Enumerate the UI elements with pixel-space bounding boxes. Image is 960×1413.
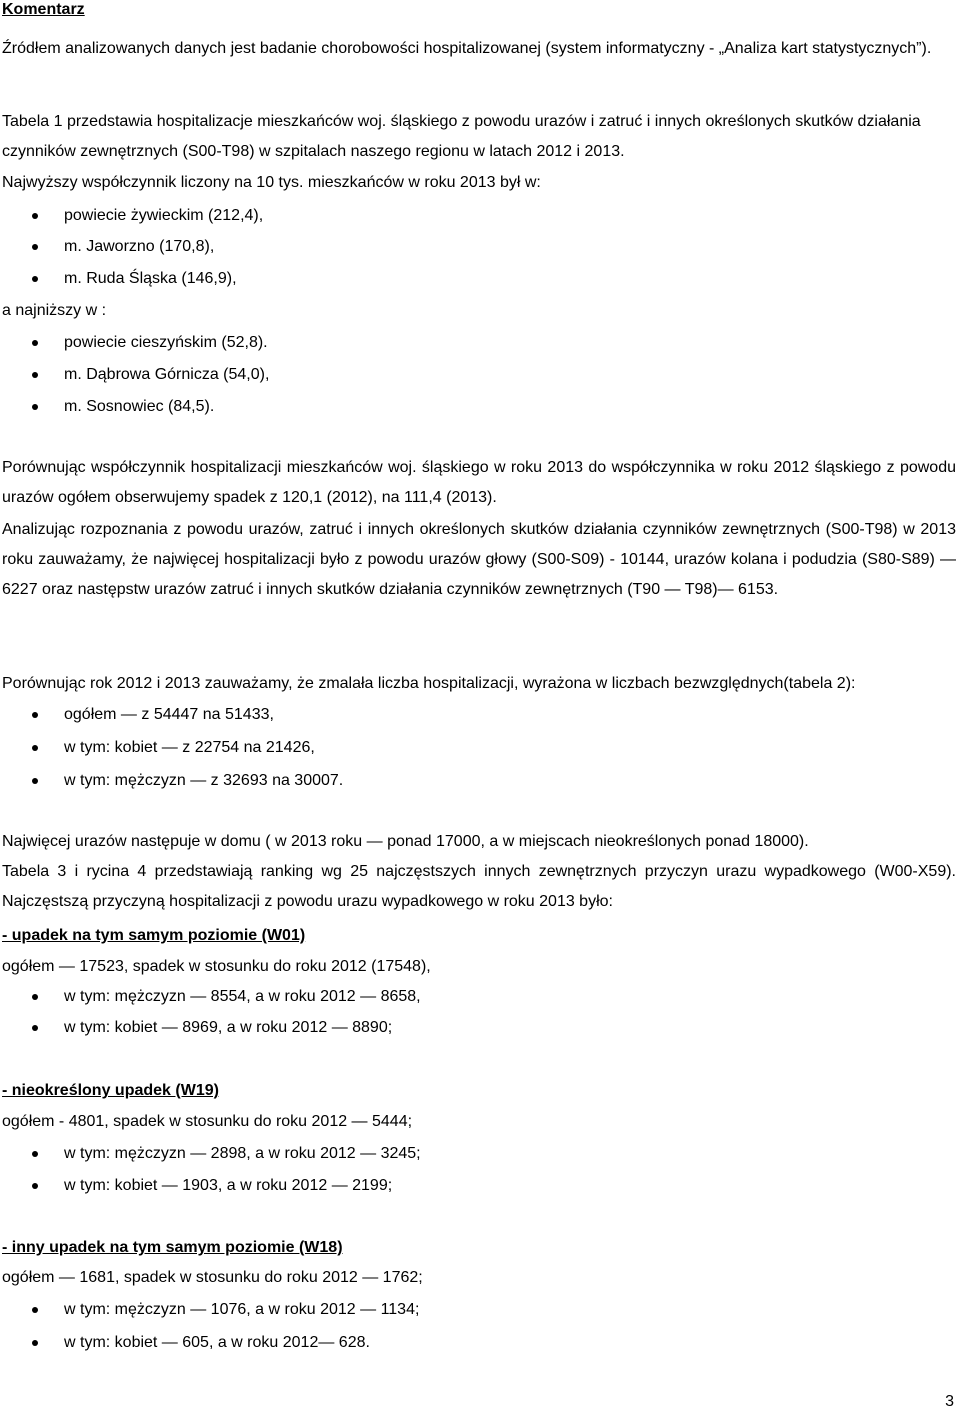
source-paragraph: Źródłem analizowanych danych jest badanie chorobowości hospitalizowanej (system informatyczny - „Analiza kart statystycznych”).: [2, 40, 932, 57]
list-item: m. Ruda Śląska (146,9),: [64, 268, 237, 290]
comparison-paragraph: Porównując współczynnik hospitalizacji mieszkańców woj. śląskiego w roku 2013 do współczynnika w roku 2012 śląskiego z powodu urazów ogółem obserwujemy spadek z 120,1 (2012), na 111,4 (2013).: [2, 459, 956, 506]
comparison-intro: Porównując rok 2012 i 2013 zauważamy, że zmalała liczba hospitalizacji, wyrażona w liczbach bezwzględnych(tabela 2):: [2, 675, 856, 692]
lowest-intro: a najniższy w :: [2, 302, 107, 319]
list-item: w tym: kobiet — 8969, a w roku 2012 — 8890;: [64, 1017, 392, 1039]
section-title: Komentarz: [2, 1, 85, 18]
list-item: w tym: mężczyzn — 2898, a w roku 2012 — 3245;: [64, 1143, 421, 1165]
diagnosis-paragraph: Analizując rozpoznania z powodu urazów, zatruć i innych określonych skutków działania czynników zewnętrznych (S00-T98) w 2013 roku zauważamy, że najwięcej hospitalizacji było z powodu urazów głowy (S00-S09) - 10144, urazów kolana i podudzia (S80-S89) — 6227 oraz następstw urazów zatruć i innych skutków działania czynników zewnętrznych (T90 — T98)— 6153.: [2, 521, 956, 598]
table1-paragraph: Tabela 1 przedstawia hospitalizacje mieszkańców woj. śląskiego z powodu urazów i zatruć i innych określonych skutków działania czynników zewnętrznych (S00-T98) w szpitalach naszego regionu w latach 2012 i 2013.: [2, 113, 921, 160]
list-item: w tym: mężczyzn — z 32693 na 30007.: [64, 770, 343, 792]
section-total: ogółem — 17523, spadek w stosunku do roku 2012 (17548),: [2, 958, 431, 975]
page-number: 3: [945, 1393, 954, 1410]
list-item: powiecie żywieckim (212,4),: [64, 205, 263, 227]
section-heading-w18: - inny upadek na tym samym poziomie (W18): [2, 1239, 343, 1256]
list-item: ogółem — z 54447 na 51433,: [64, 704, 274, 726]
list-item: w tym: mężczyzn — 1076, a w roku 2012 — 1134;: [64, 1299, 419, 1321]
section-total: ogółem — 1681, spadek w stosunku do roku 2012 — 1762;: [2, 1269, 423, 1286]
section-heading-w01: - upadek na tym samym poziomie (W01): [2, 927, 306, 944]
list-item: w tym: kobiet — 1903, a w roku 2012 — 2199;: [64, 1175, 392, 1197]
list-item: m. Dąbrowa Górnicza (54,0),: [64, 364, 269, 386]
list-item: m. Sosnowiec (84,5).: [64, 396, 214, 418]
ranking-paragraph: Tabela 3 i rycina 4 przedstawiają ranking wg 25 najczęstszych innych zewnętrznych przyczyn urazu wypadkowego (W00-X59). Najczęstszą przyczyną hospitalizacji z powodu urazu wypadkowego w roku 2013 było:: [2, 863, 956, 910]
list-item: powiecie cieszyńskim (52,8).: [64, 332, 268, 354]
section-total: ogółem - 4801, spadek w stosunku do roku 2012 — 5444;: [2, 1113, 413, 1130]
location-paragraph: Najwięcej urazów następuje w domu ( w 2013 roku — ponad 17000, a w miejscach nieokreślonych ponad 18000).: [2, 833, 809, 850]
list-item: w tym: kobiet — 605, a w roku 2012— 628.: [64, 1332, 370, 1354]
highest-intro: Najwyższy współczynnik liczony na 10 tys. mieszkańców w roku 2013 był w:: [2, 174, 541, 191]
list-item: w tym: mężczyzn — 8554, a w roku 2012 — 8658,: [64, 986, 421, 1008]
list-item: w tym: kobiet — z 22754 na 21426,: [64, 737, 315, 759]
section-heading-w19: - nieokreślony upadek (W19): [2, 1082, 219, 1099]
list-item: m. Jaworzno (170,8),: [64, 236, 214, 258]
